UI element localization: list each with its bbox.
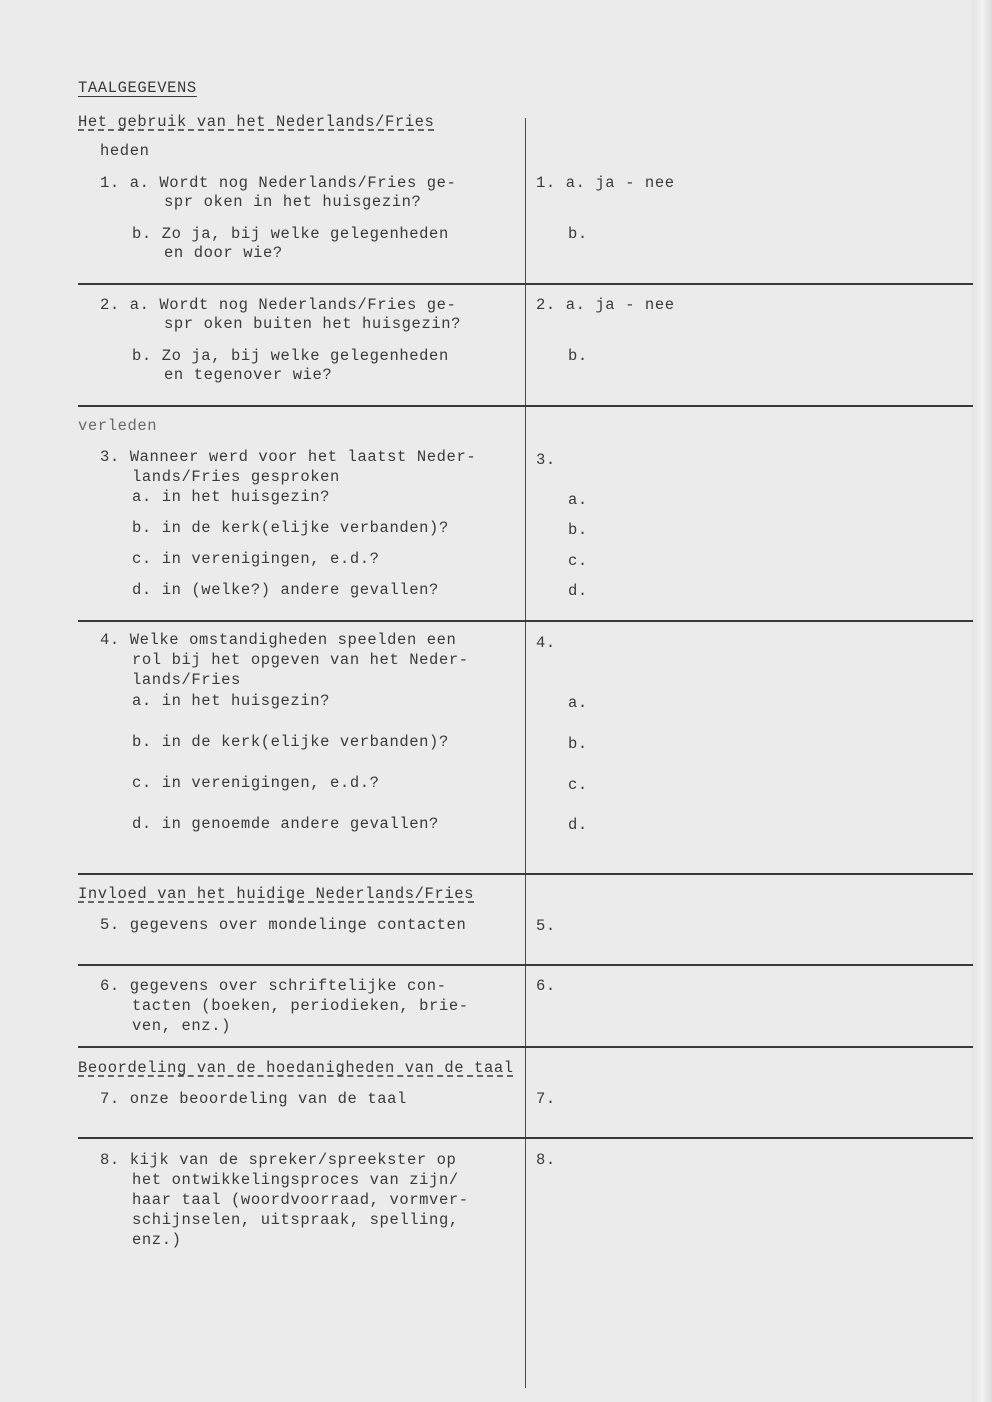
column-divider [525,118,526,1388]
q2-a-line1: 2. a. Wordt nog Nederlands/Fries ge- [100,296,457,314]
q3-answer-a[interactable]: a. [568,491,588,509]
q2-b-line2: en tegenover wie? [164,366,333,384]
paper-edge [972,0,992,1402]
q4-answer-c[interactable]: c. [568,776,588,794]
q3-answer-c[interactable]: c. [568,552,588,570]
q8-line1: 8. kijk van de spreker/spreekster op [100,1151,457,1169]
q4-answer[interactable]: 4. [536,634,556,652]
q3-d: d. in (welke?) andere gevallen? [132,581,439,599]
q1-answer-b[interactable]: b. [568,225,588,243]
q4-b: b. in de kerk(elijke verbanden)? [132,733,449,751]
q8-line3: haar taal (woordvoorraad, vormver- [132,1191,469,1209]
q2-answer-b[interactable]: b. [568,347,588,365]
q6-line1: 6. gegevens over schriftelijke con- [100,977,447,995]
q3-a: a. in het huisgezin? [132,488,331,506]
divider [78,873,973,875]
q3-b: b. in de kerk(elijke verbanden)? [132,519,449,537]
q2-b-line1: b. Zo ja, bij welke gelegenheden [132,347,449,365]
q4-answer-a[interactable]: a. [568,694,588,712]
q1-a-line2: spr oken in het huisgezin? [164,193,422,211]
q7-line1: 7. onze beoordeling van de taal [100,1090,407,1108]
q1-a-line1: 1. a. Wordt nog Nederlands/Fries ge- [100,174,457,192]
divider [78,964,973,966]
q1-b-line2: en door wie? [164,244,283,262]
q8-line5: enz.) [132,1231,182,1249]
divider [78,1137,973,1139]
q2-a-line2: spr oken buiten het huisgezin? [164,315,462,333]
q1-answer-a[interactable]: 1. a. ja - nee [536,174,675,192]
q3-answer[interactable]: 3. [536,451,556,469]
q4-line3: lands/Fries [132,671,241,689]
q3-line2: lands/Fries gesproken [132,468,340,486]
q7-answer[interactable]: 7. [536,1090,556,1108]
q4-a: a. in het huisgezin? [132,692,331,710]
section-gebruik: Het gebruik van het Nederlands/Fries [78,113,435,131]
q4-d: d. in genoemde andere gevallen? [132,815,439,833]
q6-line2: tacten (boeken, periodieken, brie- [132,997,469,1015]
q4-c: c. in verenigingen, e.d.? [132,774,380,792]
subsection-verleden: verleden [78,417,158,435]
divider [78,1046,973,1048]
q8-line4: schijnselen, uitspraak, spelling, [132,1211,459,1229]
q5-answer[interactable]: 5. [536,917,556,935]
q6-answer[interactable]: 6. [536,977,556,995]
subsection-heden: heden [100,142,150,160]
q6-line3: ven, enz.) [132,1017,232,1035]
q5-line1: 5. gegevens over mondelinge contacten [100,916,467,934]
q4-answer-d[interactable]: d. [568,816,588,834]
q8-line2: het ontwikkelingsproces van zijn/ [132,1171,459,1189]
q3-answer-d[interactable]: d. [568,582,588,600]
divider [78,283,973,285]
section-beoordeling: Beoordeling van de hoedanigheden van de taal [78,1059,514,1077]
divider [78,405,973,407]
q4-answer-b[interactable]: b. [568,735,588,753]
q1-b-line1: b. Zo ja, bij welke gelegenheden [132,225,449,243]
q4-line2: rol bij het opgeven van het Neder- [132,651,469,669]
divider [78,620,973,622]
page-title: TAALGEGEVENS [78,79,197,97]
q3-c: c. in verenigingen, e.d.? [132,550,380,568]
q2-answer-a[interactable]: 2. a. ja - nee [536,296,675,314]
q4-line1: 4. Welke omstandigheden speelden een [100,631,457,649]
q8-answer[interactable]: 8. [536,1151,556,1169]
section-invloed: Invloed van het huidige Nederlands/Fries [78,885,475,903]
q3-answer-b[interactable]: b. [568,521,588,539]
q3-line1: 3. Wanneer werd voor het laatst Neder- [100,448,477,466]
